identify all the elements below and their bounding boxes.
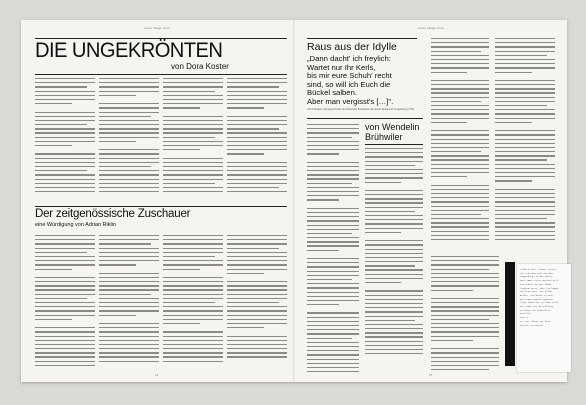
body-column-3 — [163, 78, 223, 200]
manuscript-line: Zürich, im Februar — [520, 323, 544, 327]
pull-quote-line-4: sind, so will ich Euch die — [307, 79, 391, 89]
right-headline: Raus aus der Idylle — [307, 41, 397, 53]
right-quote-bottom-rule — [307, 118, 423, 119]
headline-bottom-rule — [35, 74, 287, 75]
pull-quote-line-6: Aber man vergisst's […]". — [307, 96, 394, 106]
right-body-column-3 — [431, 38, 489, 250]
magazine-spread — [21, 20, 567, 382]
body-column-2 — [99, 78, 159, 200]
pull-quote-line-1: „Dann dacht' ich freylich: — [307, 54, 391, 63]
pull-quote-line-3: bis mir eure Schuh' recht — [307, 71, 392, 80]
manuscript-line: Toggenburg, wo der Winter — [520, 275, 553, 279]
manuscript-line: euer W. — [520, 316, 530, 320]
author-heading-rule — [365, 144, 423, 145]
manuscript-line: noch immer nicht weichen will. — [520, 279, 560, 283]
running-head-left: Lower Village Voice — [143, 26, 171, 30]
body-column-7 — [163, 235, 223, 373]
pull-quote-line-5: Bückel salben. — [307, 88, 357, 97]
right-body-column-5 — [431, 256, 499, 374]
pull-quote-line-2: Wartet nur Ihr Kerls, — [307, 62, 376, 72]
author-heading-line-2: Brühwiler — [365, 131, 403, 142]
manuscript-line: Bräker, und denke an euch. — [520, 293, 555, 297]
body-column-5 — [35, 235, 95, 373]
left-page — [21, 20, 293, 382]
manuscript-line: Liebe Ursula, lieber Stefan — [520, 268, 556, 271]
author-heading-line-1: von Wendelin — [365, 122, 420, 132]
manuscript-line: Ich lese viel, vor allem — [520, 290, 552, 294]
manuscript-line: Herzlich, — [520, 312, 532, 316]
pull-quote — [307, 55, 431, 106]
right-page — [295, 20, 567, 382]
second-subhead: eine Würdigung von Adrian Riklin — [35, 222, 117, 228]
manuscript-line: Die Arbeit am Text kommt — [520, 282, 552, 286]
author-heading — [365, 123, 419, 142]
manuscript-line: PS: Der Schnee ist blau. — [520, 319, 552, 323]
manuscript-line: langsam voran, aber sie kommt. — [520, 286, 560, 290]
second-headline-rule — [35, 206, 287, 207]
folio-left: 14 — [155, 373, 159, 377]
second-headline: Der zeitgenössische Zuschauer — [35, 208, 191, 220]
right-body-column-4 — [495, 38, 555, 250]
body-column-8 — [227, 235, 287, 373]
right-body-column-2 — [365, 148, 423, 374]
manuscript-line: Das Armen Mannes Tagebuch — [520, 297, 553, 301]
body-column-4 — [227, 78, 287, 200]
manuscript-line: ich schreibe euch aus dem — [520, 271, 553, 275]
manuscript-image — [517, 264, 571, 372]
right-headline-top-rule — [307, 38, 417, 39]
quote-credit: Ulrich Bräker, Lebensgeschichte und Natürliche Ebentheuer des Armen Mannes im Tockenburg (1789) — [307, 108, 415, 111]
manuscript-line: Wir sehen uns im Frühling, — [520, 305, 555, 309]
right-body-column-1 — [307, 124, 359, 374]
manuscript-black-bar — [505, 262, 515, 366]
manuscript-line: so hoffe ich jedenfalls. — [520, 308, 552, 312]
byline: von Dora Koster — [171, 62, 229, 71]
headline: DIE UNGEKRÖNTEN — [35, 39, 223, 62]
body-column-6 — [99, 235, 159, 373]
folio-right: 15 — [429, 373, 433, 377]
body-column-1 — [35, 78, 95, 200]
manuscript-line: liegt neben mir auf dem Tisch. — [520, 301, 560, 305]
running-head-right: Lower Village Voice — [417, 26, 445, 30]
